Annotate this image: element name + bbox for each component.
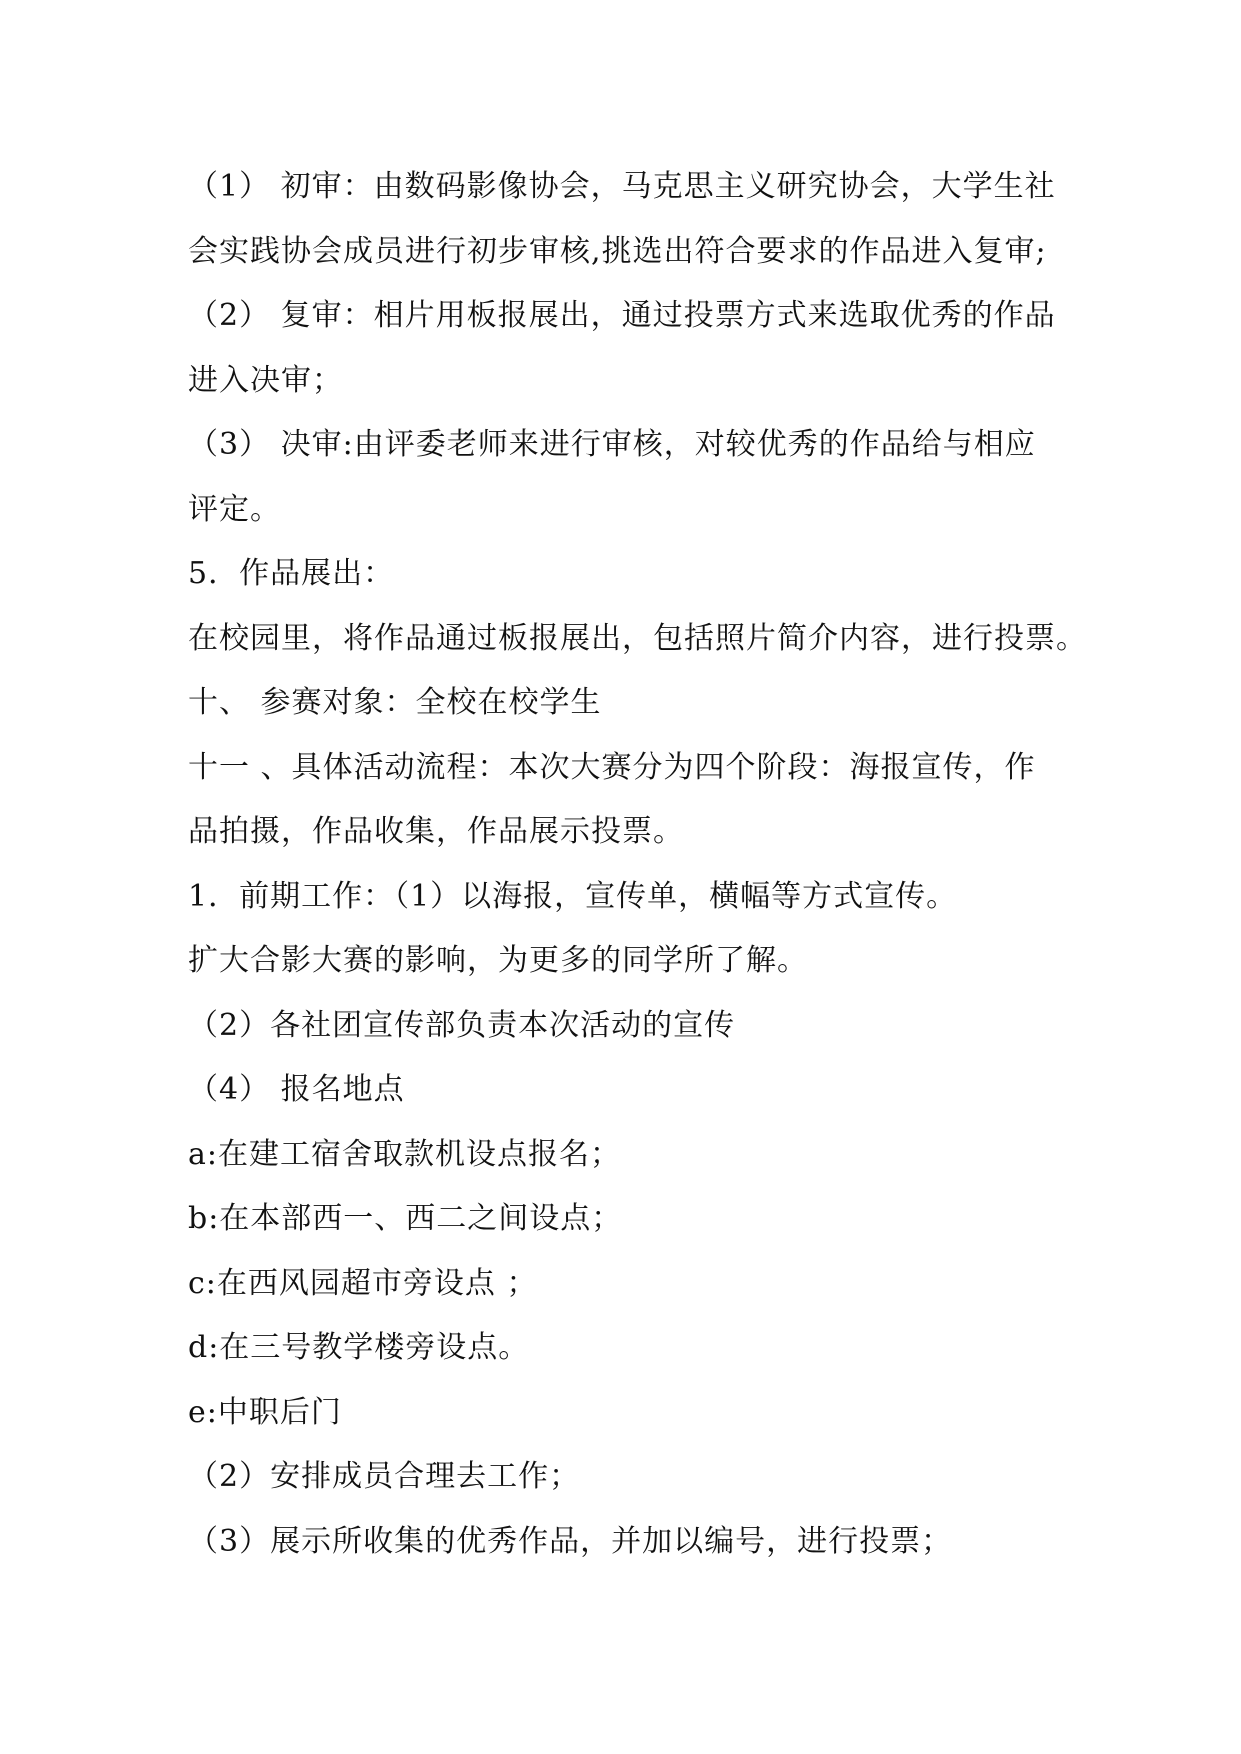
text-line: 扩大合影大赛的影响，为更多的同学所了解。: [188, 943, 808, 978]
text-line: （2）各社团宣传部负责本次活动的宣传: [188, 1007, 736, 1043]
text-line: 进入决审；: [188, 362, 343, 398]
text-line: 1．前期工作：（1）以海报，宣传单，横幅等方式宣传。: [188, 878, 958, 914]
list-item: c:在西风园超市旁设点 ；: [188, 1265, 538, 1301]
list-item: b:在本部西一、西二之间设点；: [188, 1201, 623, 1236]
section-heading: 5．作品展出：: [188, 556, 395, 591]
section-heading: 十、 参赛对象：全校在校学生: [188, 685, 602, 720]
list-item: a:在建工宿舍取款机设点报名；: [188, 1136, 621, 1172]
text-line: 品拍摄，作品收集，作品展示投票。: [188, 814, 684, 849]
text-line: 评定。: [188, 491, 281, 527]
section-heading: 十一 、具体活动流程：本次大赛分为四个阶段：海报宣传，作: [188, 749, 1036, 785]
text-line: （4） 报名地点: [188, 1072, 405, 1107]
list-item: e:中职后门: [188, 1394, 342, 1430]
text-line: （2）安排成员合理去工作；: [188, 1459, 581, 1494]
text-line: （2） 复审：相片用板报展出，通过投票方式来选取优秀的作品: [188, 298, 1056, 333]
list-item: d:在三号教学楼旁设点。: [188, 1330, 530, 1365]
text-line: 会实践协会成员进行初步审核,挑选出符合要求的作品进入复审;: [188, 233, 1047, 269]
text-line: （1） 初审：由数码影像协会，马克思主义研究协会，大学生社: [188, 169, 1056, 204]
document-body: [188, 155, 1087, 1574]
text-line: （3） 决审:由评委老师来进行审核，对较优秀的作品给与相应: [188, 427, 1036, 462]
text-line: 在校园里，将作品通过板报展出，包括照片简介内容，进行投票。: [188, 620, 1087, 656]
text-line: （3）展示所收集的优秀作品，并加以编号，进行投票；: [188, 1523, 953, 1559]
